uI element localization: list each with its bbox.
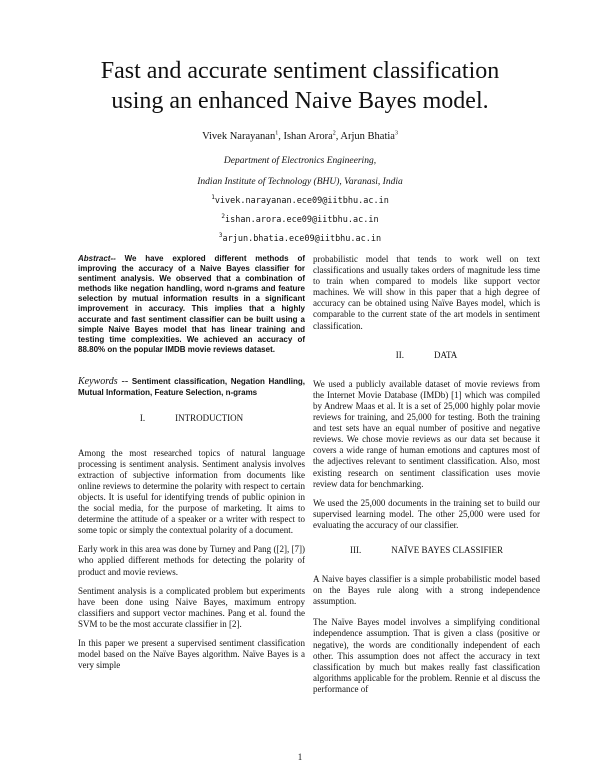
page-number: 1 <box>297 752 303 762</box>
right-column <box>313 254 540 695</box>
section-heading-data <box>313 350 540 361</box>
title-line-2: using an enhanced Naive Bayes model. <box>111 88 489 114</box>
section-title: DATA <box>433 349 458 360</box>
affiliation-dept: Department of Electronics Engineering, <box>223 156 377 166</box>
abstract-label: Abstract-- <box>78 254 116 263</box>
paragraph: In this paper we present a supervised sentiment classification model based on the Naïve Bayes algorithm. Naïve Bayes is a very simple <box>78 638 305 671</box>
paragraph: Among the most researched topics of natural language processing is sentiment analysis. Sentiment analysis involves extraction of subjective information from documents like online reviews to determine the polarity with respect to certain objects. It is useful for identifying trends of public opinion in the social media, for the purpose of marketing. It aims to determine the attitude of a speaker or a writer with respect to some topic or simply the contextual polarity of a document. <box>78 447 305 536</box>
email-mark: 1 <box>211 194 215 202</box>
section-heading-introduction <box>78 413 305 424</box>
section-title: NAÏVE BAYES CLASSIFIER <box>391 544 503 555</box>
section-heading-naive-bayes <box>313 545 540 556</box>
author-email <box>0 234 600 244</box>
keywords <box>78 377 305 399</box>
paragraph: Sentiment analysis is a complicated problem but experiments have been done using Naive Bayes, maximum entropy classifiers and support vector machines. Pang et al. found the SVM to be the most accurate classifier in [2]. <box>78 585 305 629</box>
email-mark: 2 <box>221 213 226 221</box>
paragraph: Early work in this area was done by Turney and Pang ([2], [7]) who applied different methods for detecting the polarity of product and movie reviews. <box>78 544 305 577</box>
author-email <box>0 196 600 206</box>
email-address: ishan.arora.ece09@iitbhu.ac.in <box>225 215 379 225</box>
section-number: III. <box>350 544 362 555</box>
abstract <box>78 254 305 355</box>
paragraph: A Naive bayes classifier is a simple probabilistic model based on the Bayes rule along with a strong independence assumption. <box>313 574 540 607</box>
keywords-text: Sentiment classification, Negation Handling, Mutual Information, Feature Selection, n-grams <box>78 376 305 397</box>
author-1-mark: 1 <box>275 130 279 137</box>
email-mark: 3 <box>218 232 223 240</box>
affiliation-institute: Indian Institute of Technology (BHU), Varanasi, India <box>197 177 403 187</box>
email-address: arjun.bhatia.ece09@iitbhu.ac.in <box>222 234 382 244</box>
abstract-text: We have explored different methods of improving the accuracy of a Naive Bayes classifier for sentiment analysis. We observed that a combination of methods like negation handling, word n-grams and feature selection by mutual information results in a significant improvement in accuracy. This implies that a highly accurate and fast sentiment classifier can be built using a simple Naive Bayes model that has linear training and testing time complexities. We achieved an accuracy of 88.80% on the popular IMDB movie reviews dataset. <box>78 254 305 354</box>
author-3-mark: 3 <box>394 130 398 137</box>
keywords-label: Keywords -- <box>78 375 129 387</box>
paragraph: We used the 25,000 documents in the training set to build our supervised learning model. The other 25,000 were used for evaluating the accuracy of our classifier. <box>313 497 540 530</box>
paper-title <box>0 56 600 116</box>
title-line-1: Fast and accurate sentiment classification <box>100 58 500 84</box>
left-column <box>78 254 305 671</box>
paragraph: probabilistic model that tends to work well on text classifications and usually takes orders of magnitude less time to train when compared to models like support vector machines. We will show in this paper that a high degree of accuracy can be obtained using Naïve Bayes model, which is comparable to the current state of the art models in sentiment classification. <box>313 254 540 331</box>
author-3: Arjun Bhatia <box>340 131 395 142</box>
paragraph: We used a publicly available dataset of movie reviews from the Internet Movie Database (IMDb) [1] which was compiled by Andrew Maas et al. It is a set of 25,000 highly polar movie reviews for training, and 25,000 for testing. Both the training and test sets have an equal number of positive and negative reviews. We chose movie reviews as our data set because it covers a wide range of human emotions and captures most of the adjectives relevant to sentiment classification. Also, most existing research on sentiment classification uses movie review data for benchmarking. <box>313 378 540 489</box>
author-1: Vivek Narayanan <box>202 131 276 142</box>
section-number: I. <box>139 412 146 423</box>
author-separator: , <box>278 131 284 142</box>
author-separator: , <box>335 131 341 142</box>
author-2: Ishan Arora <box>283 131 333 142</box>
section-number: II. <box>395 349 404 360</box>
author-list <box>0 131 600 142</box>
email-address: vivek.narayanan.ece09@iitbhu.ac.in <box>214 196 389 206</box>
author-2-mark: 2 <box>332 130 336 137</box>
section-title: INTRODUCTION <box>175 412 244 423</box>
paragraph: The Naïve Bayes model involves a simplifying conditional independence assumption. That is given a class (positive or negative), the words are conditionally independent of each other. This assumption does not affect the accuracy in text classification by much but makes really fast classification algorithms applicable for the problem. Rennie et al discuss the performance of <box>313 617 540 694</box>
author-email <box>0 215 600 225</box>
